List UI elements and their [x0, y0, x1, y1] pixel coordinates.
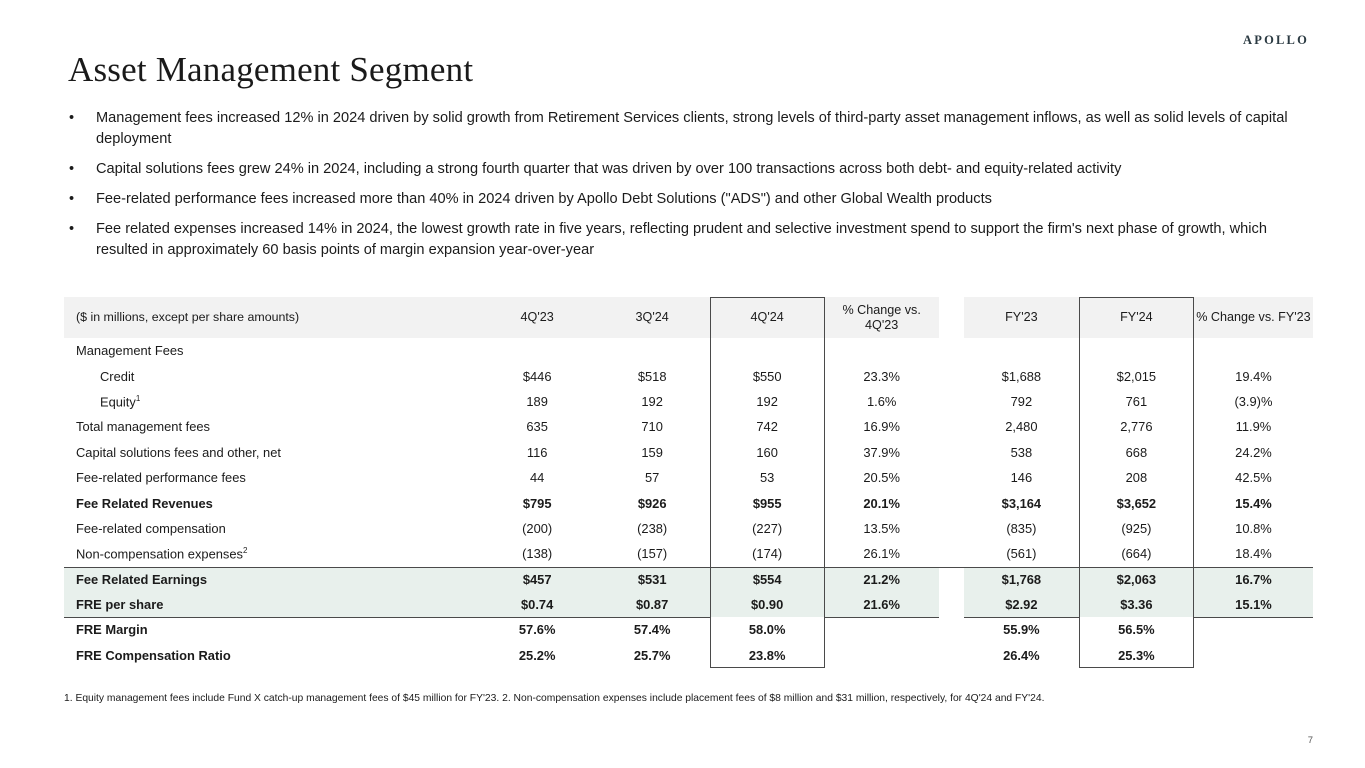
table-cell: 24.2% [1235, 444, 1272, 460]
table-row [64, 363, 1313, 388]
table-body [64, 338, 1313, 668]
spacer-cell [939, 465, 964, 490]
table-cell: (664) [1121, 546, 1152, 562]
table-cell: 10.8% [1235, 520, 1272, 536]
table-cell: 15.4% [1235, 495, 1272, 511]
row-label [64, 643, 480, 668]
table-cell: 16.7% [1194, 567, 1313, 592]
spacer-cell [939, 592, 964, 617]
footnote-marker: 2 [242, 546, 248, 556]
table-cell: (174) [752, 546, 783, 562]
row-label [64, 617, 480, 642]
table-cell: $457 [480, 567, 595, 592]
table-cell: 1.6% [866, 393, 897, 409]
table-cell: (200) [522, 520, 553, 536]
table-cell: 53 [759, 470, 775, 486]
table-cell [595, 338, 710, 363]
row-label-text: Credit [100, 368, 135, 384]
table-row [64, 617, 1313, 642]
table-cell: 192 [641, 393, 663, 409]
table-cell: 25.7% [633, 647, 671, 663]
table-cell: 116 [526, 444, 548, 460]
row-label-text: FRE Margin [76, 622, 148, 638]
bullet-item [66, 159, 1311, 180]
table-cell: $926 [637, 495, 667, 511]
row-label-text: Management Fees [76, 343, 184, 359]
table-cell: 26.4% [1003, 647, 1040, 663]
table-cell [825, 617, 939, 642]
table-cell: 635 [526, 419, 548, 435]
row-label [64, 414, 480, 439]
row-label [64, 592, 480, 617]
table-row [64, 592, 1313, 617]
table-cell: 11.9% [1235, 419, 1272, 435]
bullet-item [66, 219, 1311, 261]
bullet-text: Fee related expenses increased 14% in 2024, the lowest growth rate in five years, reflecting prudent and selective investment spend to support the firm's next phase of growth, which resulted in approximately 60 basis points of margin expansion year-over-year [96, 221, 1267, 258]
bullet-text: Management fees increased 12% in 2024 driven by solid growth from Retirement Services clients, strong levels of third-party asset management inflows, as well as solid levels of capital deployment [96, 110, 1288, 147]
footnote-marker: 1 [135, 393, 141, 403]
table-cell: 20.5% [863, 470, 900, 486]
table-cell: 26.1% [863, 546, 900, 562]
table-row [64, 643, 1313, 668]
row-label-text: Fee Related Earnings [76, 571, 208, 587]
table-cell: (925) [1121, 520, 1152, 536]
table-cell: 20.1% [863, 495, 900, 511]
row-label-text: FRE Compensation Ratio [76, 647, 231, 663]
table-cell: 15.1% [1194, 592, 1313, 617]
table-cell: 55.9% [1003, 622, 1040, 638]
table-cell: 19.4% [1235, 368, 1272, 384]
spacer-cell [939, 617, 964, 642]
row-label-text: Fee Related Revenues [76, 495, 213, 511]
bullet-marker-icon: • [69, 110, 75, 126]
table-cell: 21.6% [825, 592, 939, 617]
row-label [64, 516, 480, 541]
row-label-text: Capital solutions fees and other, net [76, 444, 281, 460]
table-cell: $1,768 [964, 567, 1079, 592]
table-row [64, 338, 1313, 363]
table-cell: 538 [1010, 444, 1033, 460]
spacer-cell [939, 541, 964, 566]
table-cell: 710 [641, 419, 663, 435]
rule-below-fre-per-share-fy23 [964, 617, 1079, 618]
table-cell: $795 [522, 495, 552, 511]
table-cell: 25.3% [1118, 647, 1155, 663]
spacer-cell [939, 490, 964, 515]
table-cell: 189 [526, 393, 548, 409]
table-cell: 16.9% [863, 419, 900, 435]
table-cell: 23.3% [863, 368, 900, 384]
table-cell: 159 [641, 444, 663, 460]
spacer-cell [939, 414, 964, 439]
bullet-marker-icon: • [69, 191, 75, 207]
table-cell [825, 643, 939, 668]
spacer-cell [939, 440, 964, 465]
row-label-text: Total management fees [76, 419, 210, 435]
page-number: 7 [1307, 735, 1313, 746]
table-row [64, 414, 1313, 439]
apollo-logo: APOLLO [1243, 33, 1309, 47]
spacer-cell [939, 338, 964, 363]
table-cell: 192 [756, 393, 778, 409]
financial-table [64, 297, 1313, 668]
table-cell: (3.9)% [1234, 393, 1273, 409]
table-cell [964, 338, 1079, 363]
table-cell: $554 [710, 567, 825, 592]
table-cell [710, 338, 825, 363]
row-label-text: Fee-related compensation [76, 520, 226, 536]
row-label-text: Fee-related performance fees [76, 470, 246, 486]
bullet-text: Capital solutions fees grew 24% in 2024, including a strong fourth quarter that was driven by over 100 transactions across both debt- and equity-related activity [96, 161, 1122, 177]
table-cell: 792 [1010, 393, 1033, 409]
col-header-label: ($ in millions, except per share amounts) [64, 297, 480, 338]
table-cell: $550 [752, 368, 782, 384]
table-cell [1194, 338, 1313, 363]
bullet-item [66, 108, 1311, 150]
table-cell: (561) [1006, 546, 1037, 562]
table-cell: 42.5% [1235, 470, 1272, 486]
col-header-3q24: 3Q'24 [595, 297, 710, 338]
col-header-fy24: FY'24 [1079, 297, 1194, 338]
table-cell: 56.5% [1118, 622, 1155, 638]
table-cell: 160 [756, 444, 778, 460]
table-cell: 761 [1125, 393, 1148, 409]
bullet-text: Fee-related performance fees increased more than 40% in 2024 driven by Apollo Debt Solutions ("ADS") and other Global Wealth products [96, 191, 992, 207]
table-row [64, 516, 1313, 541]
spacer-cell [939, 516, 964, 541]
page-title: Asset Management Segment [68, 50, 474, 89]
table-cell: $531 [595, 567, 710, 592]
spacer-cell [939, 643, 964, 668]
table-header-row [64, 297, 1313, 338]
table-row [64, 440, 1313, 465]
table-cell: 57.4% [633, 622, 671, 638]
bullet-marker-icon: • [69, 161, 75, 177]
table-cell: $0.74 [480, 592, 595, 617]
row-label [64, 389, 480, 414]
spacer-cell [939, 389, 964, 414]
bullet-marker-icon: • [69, 221, 75, 237]
table-cell: $0.87 [595, 592, 710, 617]
row-label [64, 465, 480, 490]
table-cell: 18.4% [1235, 546, 1272, 562]
table-cell: (227) [752, 520, 783, 536]
spacer-cell [939, 567, 964, 592]
table-cell [480, 338, 595, 363]
rule-below-fre-per-share-fychange [1194, 617, 1313, 618]
row-label-text: Equity [100, 394, 136, 410]
table-cell: 37.9% [863, 444, 900, 460]
col-header-4q24: 4Q'24 [710, 297, 825, 338]
table-cell: 13.5% [863, 520, 900, 536]
table-cell: 2,480 [1005, 419, 1038, 435]
table-cell: 23.8% [748, 647, 786, 663]
row-label [64, 440, 480, 465]
col-header-fy23: FY'23 [964, 297, 1079, 338]
table-cell: (238) [637, 520, 668, 536]
table-cell [825, 338, 939, 363]
table-cell: $3,164 [1001, 495, 1042, 511]
row-label-text: Non-compensation expenses [76, 546, 243, 562]
rule-below-fre-per-share-labels [64, 617, 710, 618]
table-cell [1194, 617, 1313, 642]
footnote: 1. Equity management fees include Fund X catch-up management fees of $45 million for FY'23. 2. Non-compensation expenses include placement fees of $8 million and $31 million, respectively, for 4Q'24 and FY'24. [64, 693, 1045, 704]
table-cell: $3,652 [1116, 495, 1157, 511]
table-cell: $3.36 [1079, 592, 1194, 617]
table-cell: $2.92 [964, 592, 1079, 617]
table-cell: 57.6% [518, 622, 556, 638]
table-cell: $2,015 [1116, 368, 1157, 384]
table-row [64, 541, 1313, 566]
table-row [64, 490, 1313, 515]
table-cell [1194, 643, 1313, 668]
table-row [64, 465, 1313, 490]
table-cell: $955 [752, 495, 782, 511]
table-cell: (835) [1006, 520, 1037, 536]
table-cell: (157) [637, 546, 668, 562]
row-label [64, 490, 480, 515]
row-label [64, 338, 480, 363]
spacer-cell [939, 363, 964, 388]
table-cell: 146 [1010, 470, 1033, 486]
table-cell: $0.90 [710, 592, 825, 617]
row-label [64, 567, 480, 592]
table-cell: (138) [522, 546, 553, 562]
table-cell: $518 [637, 368, 667, 384]
row-label [64, 363, 480, 388]
financial-table-container [64, 297, 1313, 668]
table-cell: $1,688 [1001, 368, 1042, 384]
table-cell: 57 [644, 470, 660, 486]
table-cell: 742 [756, 419, 778, 435]
col-header-4q23: 4Q'23 [480, 297, 595, 338]
bullet-item [66, 189, 1311, 210]
table-row [64, 567, 1313, 592]
table-cell: $446 [522, 368, 552, 384]
rule-above-fee-related-earnings [64, 567, 1313, 568]
table-cell: 2,776 [1120, 419, 1153, 435]
row-label-text: FRE per share [76, 597, 164, 613]
table-cell: $2,063 [1079, 567, 1194, 592]
table-cell: 58.0% [748, 622, 786, 638]
col-header-change-fy: % Change vs. FY'23 [1194, 297, 1313, 338]
rule-below-fre-per-share-qchange [825, 617, 939, 618]
table-row [64, 389, 1313, 414]
row-label [64, 541, 480, 566]
col-header-change-q: % Change vs. 4Q'23 [825, 297, 939, 338]
bullet-list [66, 108, 1311, 270]
table-cell: 208 [1125, 470, 1148, 486]
table-cell: 21.2% [825, 567, 939, 592]
table-cell: 25.2% [518, 647, 556, 663]
table-cell [1079, 338, 1194, 363]
table-cell: 668 [1125, 444, 1148, 460]
col-header-gap [939, 297, 964, 338]
table-cell: 44 [529, 470, 545, 486]
